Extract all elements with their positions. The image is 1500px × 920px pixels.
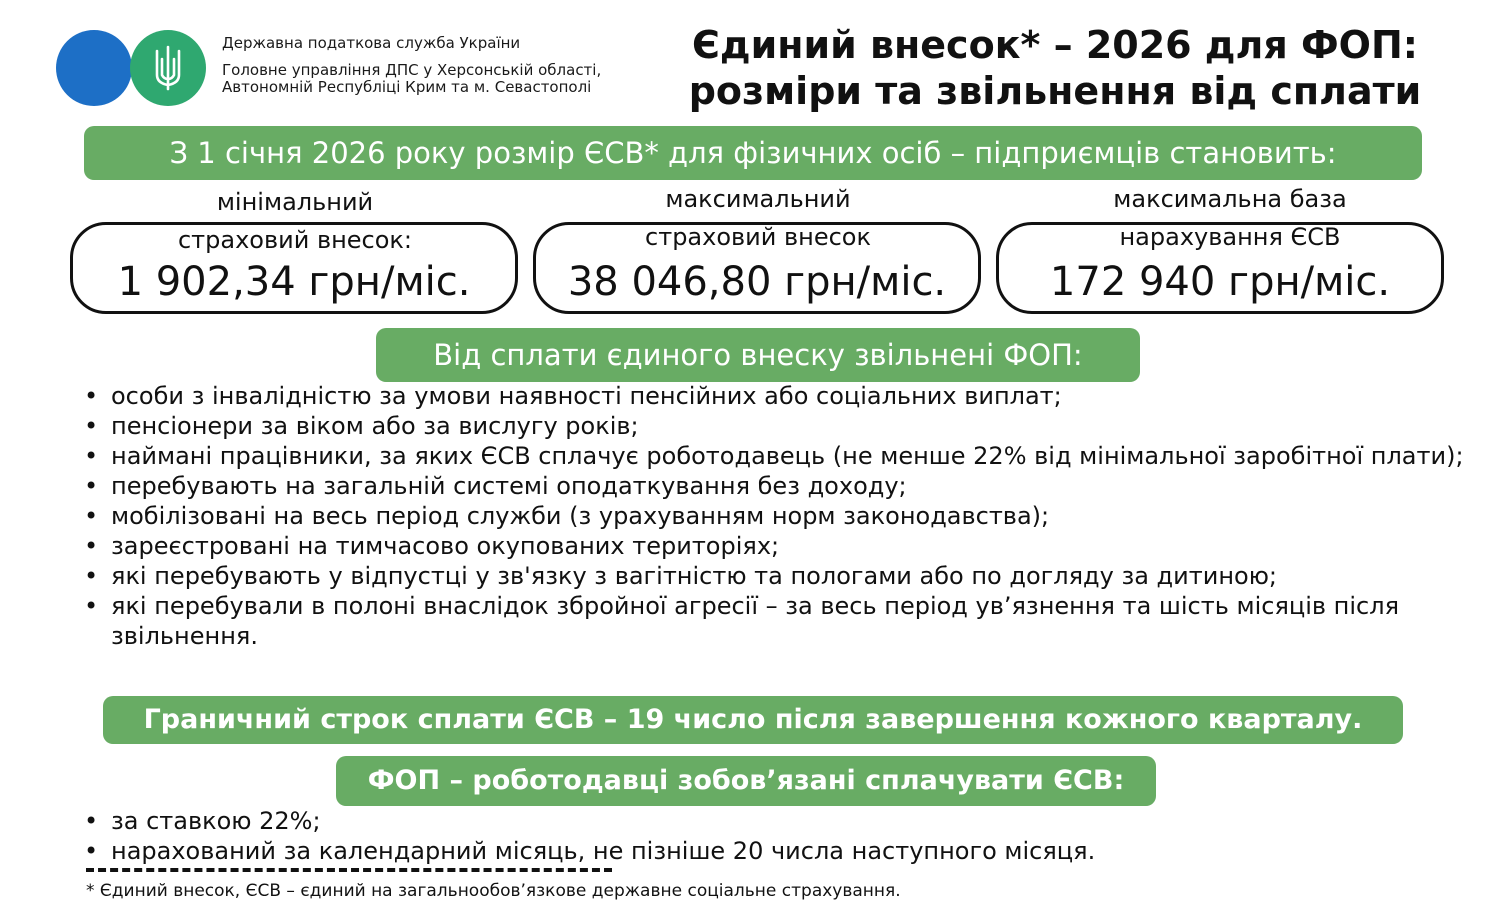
label-line: максимальна база (1113, 185, 1347, 213)
list-item: • нарахований за календарний місяць, не пізніше 20 числа наступного місяця. (84, 836, 1464, 866)
list-item: • мобілізовані на весь період служби (з урахуванням норм законодавства); (84, 501, 1464, 531)
dps-logo-circle (56, 30, 132, 106)
org-name: Державна податкова служба України (222, 34, 521, 52)
list-item: • за ставкою 22%; (84, 806, 1464, 836)
max-base-label (1040, 180, 1420, 256)
org-department-line2: Автономній Республіці Крим та м. Севастополі (222, 78, 592, 96)
list-item: • зареєстровані на тимчасово окупованих територіях; (84, 531, 1464, 561)
label-line: мінімальний (216, 188, 374, 216)
footnote-divider (86, 868, 612, 872)
list-item: • які перебувають у відпустці у зв'язку з вагітністю та пологами або по догляду за дитиною; (84, 561, 1464, 591)
list-item: • наймані працівники, за яких ЄСВ сплачує роботодавець (не менше 22% від мінімальної заробітної плати); (84, 441, 1464, 471)
list-item: • особи з інвалідністю за умови наявності пенсійних або соціальних виплат; (84, 381, 1464, 411)
label-line: страховий внесок: (177, 226, 413, 254)
employers-heading: ФОП – роботодавці зобов’язані сплачувати ЄСВ: (336, 756, 1156, 806)
list-item: • перебувають на загальній системі оподаткування без доходу; (84, 471, 1464, 501)
list-item: • які перебували в полоні внаслідок збройної агресії – за весь період ув’язнення та шість місяців після звільнення. (84, 591, 1464, 651)
trident-logo-circle (130, 30, 206, 106)
title-line1: Єдиний внесок* – 2026 для ФОП: (692, 23, 1418, 67)
list-item: • пенсіонери за віком або за вислугу років; (84, 411, 1464, 441)
title-line2: розміри та звільнення від сплати (688, 69, 1422, 113)
exempt-list (84, 381, 1464, 651)
label-line: максимальний (665, 185, 851, 213)
org-department-line1: Головне управління ДПС у Херсонській області, (222, 61, 602, 79)
max-base-value: 172 940 грн/міс. (1049, 259, 1391, 305)
min-contribution-label (120, 183, 470, 259)
rates-heading: З 1 січня 2026 року розмір ЄСВ* для фізичних осіб – підприємців становить: (84, 126, 1422, 180)
footnote: * Єдиний внесок, ЄСВ – єдиний на загальнообов’язкове державне соціальне страхування. (86, 881, 901, 901)
min-contribution-value: 1 902,34 грн/міс. (117, 259, 471, 305)
trident-icon (151, 45, 185, 91)
deadline-banner: Граничний строк сплати ЄСВ – 19 число після завершення кожного кварталу. (103, 696, 1403, 744)
exempt-heading: Від сплати єдиного внеску звільнені ФОП: (376, 328, 1140, 382)
label-line: нарахування ЄСВ (1119, 223, 1341, 251)
max-contribution-label (583, 180, 933, 256)
label-line: страховий внесок (645, 223, 871, 251)
employers-list (84, 806, 1464, 866)
org-department (222, 62, 601, 96)
max-contribution-value: 38 046,80 грн/міс. (567, 259, 947, 305)
page-title (660, 22, 1450, 114)
